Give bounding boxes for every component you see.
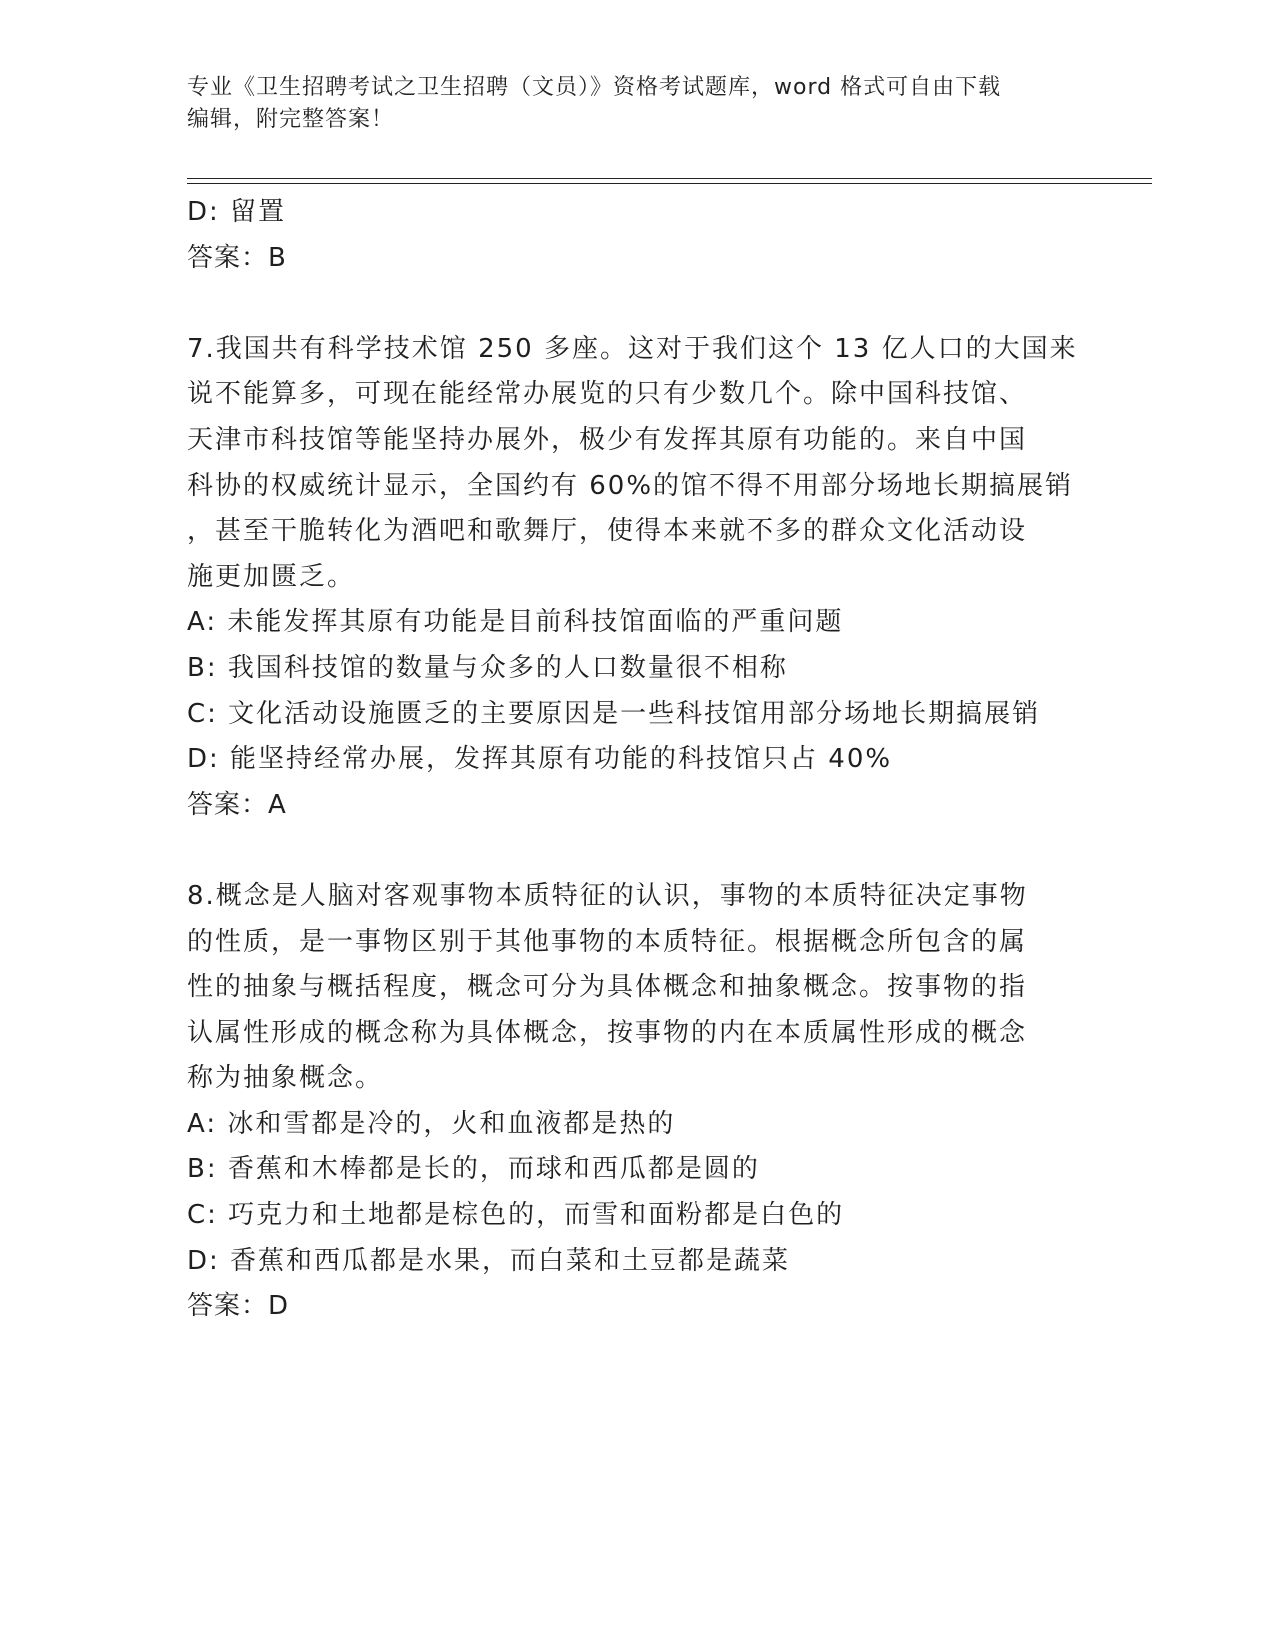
q8-stem-line: 认属性形成的概念称为具体概念，按事物的内在本质属性形成的概念	[187, 1017, 1028, 1048]
q7-answer: 答案：A	[187, 789, 287, 820]
q8-stem-line: 性的抽象与概括程度，概念可分为具体概念和抽象概念。按事物的指	[187, 972, 1028, 1003]
q7-option-b: B: 我国科技馆的数量与众多的人口数量很不相称	[187, 652, 788, 683]
header-line-1: 专业《卫生招聘考试之卫生招聘（文员）》资格考试题库，word 格式可自由下载	[187, 75, 1002, 100]
q7-option-a: A: 未能发挥其原有功能是目前科技馆面临的严重问题	[187, 607, 844, 638]
header-divider-bottom	[187, 183, 1152, 184]
q7-stem-line: 天津市科技馆等能坚持办展外，极少有发挥其原有功能的。来自中国	[187, 424, 1028, 455]
q6-option-d: D: 留置	[187, 197, 287, 227]
q8-stem-line: 8.概念是人脑对客观事物本质特征的认识，事物的本质特征决定事物	[187, 880, 1028, 911]
q7-stem-line: 施更加匮乏。	[187, 561, 356, 592]
q8-option-a: A: 冰和雪都是冷的，火和血液都是热的	[187, 1108, 676, 1139]
q7-stem-line: ，甚至干脆转化为酒吧和歌舞厅，使得本来就不多的群众文化活动设	[187, 516, 1028, 547]
header-divider-top	[187, 178, 1152, 179]
q7-stem-line: 说不能算多，可现在能经常办展览的只有少数几个。除中国科技馆、	[187, 379, 1028, 410]
q8-option-c: C: 巧克力和土地都是棕色的，而雪和面粉都是白色的	[187, 1200, 845, 1231]
q8-stem-line: 称为抽象概念。	[187, 1063, 384, 1094]
question-7	[187, 327, 1087, 829]
header-line-2: 编辑，附完整答案！	[187, 107, 395, 132]
q7-option-c: C: 文化活动设施匮乏的主要原因是一些科技馆用部分场地长期搞展销	[187, 698, 1041, 729]
q8-answer: 答案：D	[187, 1291, 290, 1322]
q8-option-b: B: 香蕉和木棒都是长的，而球和西瓜都是圆的	[187, 1154, 760, 1185]
q7-stem-line: 7.我国共有科学技术馆 250 多座。这对于我们这个 13 亿人口的大国来	[187, 333, 1078, 364]
q8-option-d: D: 香蕉和西瓜都是水果，而白菜和土豆都是蔬菜	[187, 1245, 791, 1276]
q8-stem-line: 的性质，是一事物区别于其他事物的本质特征。根据概念所包含的属	[187, 926, 1028, 957]
q6-answer: 答案：B	[187, 242, 287, 273]
question-8	[187, 874, 1087, 1330]
q7-stem-line: 科协的权威统计显示，全国约有 60%的馆不得不用部分场地长期搞展销	[187, 470, 1074, 501]
document-header	[187, 72, 1087, 136]
q7-option-d: D: 能坚持经常办展，发挥其原有功能的科技馆只占 40%	[187, 744, 893, 775]
document-body	[187, 190, 1087, 1330]
